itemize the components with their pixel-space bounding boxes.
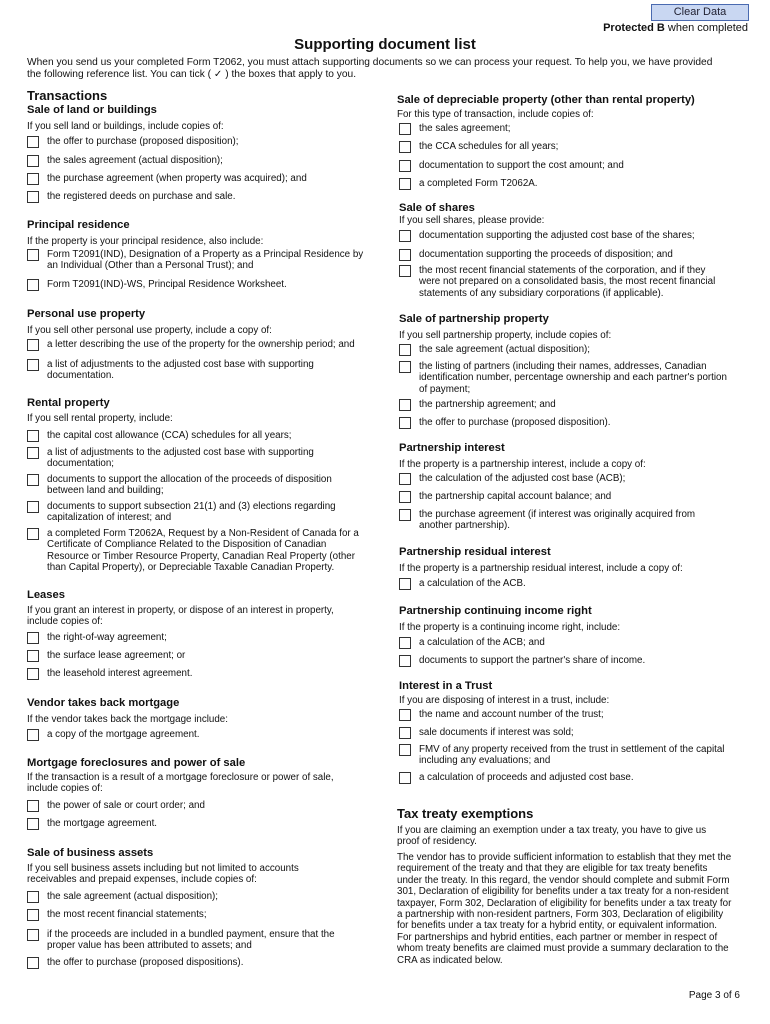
sale-land-heading: Sale of land or buildings [27,104,157,116]
vendor-intro: If the vendor takes back the mortgage include: [27,714,228,725]
transactions-heading: Transactions [27,88,108,103]
item-text: the offer to purchase (proposed disposition); [47,136,239,147]
trust-heading: Interest in a Trust [399,680,493,692]
trust-intro: If you are disposing of interest in a trust, include: [399,695,610,706]
item-text: the registered deeds on purchase and sale. [47,191,236,202]
item-text: the right-of-way agreement; [47,632,167,643]
item-text: the sale agreement (actual disposition); [419,344,590,355]
checkbox[interactable] [27,430,39,442]
checkbox[interactable] [27,528,39,540]
item-text: the surface lease agreement; or [47,650,186,661]
item-text: the offer to purchase (proposed disposition). [419,417,611,428]
checkbox[interactable] [27,339,39,351]
leases-intro: If you grant an interest in property, or dispose of an interest in property, include copies of: [27,605,334,628]
item-text: the offer to purchase (proposed dispositions). [47,957,244,968]
item-text: the sales agreement; [419,123,511,134]
continuing-intro: If the property is a continuing income right, include: [399,622,621,633]
protected-b-label [603,22,748,34]
checkbox[interactable] [27,818,39,830]
checkbox[interactable] [27,447,39,459]
checkbox[interactable] [399,249,411,261]
item-text: the sales agreement (actual disposition); [47,155,223,166]
checkbox[interactable] [27,359,39,371]
checkbox[interactable] [399,473,411,485]
checkbox[interactable] [399,417,411,429]
item-text: the calculation of the adjusted cost base (ACB); [419,473,626,484]
item-text: a letter describing the use of the property for the ownership period; and [47,339,355,350]
partnership-interest-heading: Partnership interest [399,442,505,454]
checkbox[interactable] [27,501,39,513]
item-text: the most recent financial statements; [47,909,207,920]
checkbox[interactable] [27,155,39,167]
item-text: the capital cost allowance (CCA) schedules for all years; [47,430,292,441]
item-text: Form T2091(IND), Designation of a Property as a Principal Residence by an Individual (Other than a Personal Trust); and [47,249,364,272]
checkbox[interactable] [399,230,411,242]
item-text: FMV of any property received from the trust in settlement of the capital including any evaluations; and [419,744,725,767]
checkbox[interactable] [27,891,39,903]
item-text: a copy of the mortgage agreement. [47,729,200,740]
item-text: a completed Form T2062A. [419,178,538,189]
checkbox[interactable] [399,141,411,153]
protected-suffix: when completed [667,22,748,34]
item-text: the name and account number of the trust; [419,709,604,720]
tax-treaty-p2: The vendor has to provide sufficient information to establish that they met the requirement of the treaty and that they are eligible for tax treaty benefits under the treaty. In this regard, the vendor should complete and submit Form 301, Declaration of eligibility for benefits under a tax treaty for a non-resident taxpayer, Form 302, Declaration of eligibility for benefits under a tax treaty for a partnership with non-resident partners, Form 303, Declaration of eligibility for benefits under a tax treaty for a hybrid entity, or equivalent information. For partnerships and hybrid entities, each partner or member in respect of whom treaty benefits are claimed must provide a summary declaration to the CRA as indicated below. [397,852,732,966]
item-text: the most recent financial statements of the corporation, and if they were not prepared on a consolidated basis, the most recent financial statements of any subsidiary corporations (if applicable). [419,265,716,299]
partnership-property-heading: Sale of partnership property [399,313,549,325]
item-text: the power of sale or court order; and [47,800,205,811]
item-text: documentation supporting the proceeds of disposition; and [419,249,673,260]
item-text: a completed Form T2062A, Request by a Non-Resident of Canada for a Certificate of Compliance Related to the Disposition of Canadian Resource or Timber Resource Property, Canadian Real Property (other than Capital Property), or Depreciable Taxable Canadian Property. [47,528,359,574]
tax-treaty-heading: Tax treaty exemptions [397,806,534,821]
rental-heading: Rental property [27,397,110,409]
item-text: documentation to support the cost amount; and [419,160,624,171]
mortgage-intro: If the transaction is a result of a mortgage foreclosure or power of sale, include copies of: [27,772,334,795]
partnership-interest-intro: If the property is a partnership interest, include a copy of: [399,459,646,470]
item-text: a calculation of proceeds and adjusted cost base. [419,772,634,783]
checkbox[interactable] [27,474,39,486]
protected-b: Protected B [603,22,665,34]
checkbox[interactable] [27,249,39,261]
vendor-heading: Vendor takes back mortgage [27,697,180,709]
item-text: a list of adjustments to the adjusted cost base with supporting documentation. [47,359,314,382]
continuing-heading: Partnership continuing income right [399,605,592,617]
checkbox[interactable] [399,727,411,739]
checkbox[interactable] [27,668,39,680]
item-text: a list of adjustments to the adjusted cost base with supporting documentation; [47,447,314,470]
rental-intro: If you sell rental property, include: [27,413,173,424]
item-text: documentation supporting the adjusted cost base of the shares; [419,230,695,241]
checkbox[interactable] [27,650,39,662]
item-text: the leasehold interest agreement. [47,668,193,679]
page-number: Page 3 of 6 [688,990,740,1001]
tax-treaty-p1: If you are claiming an exemption under a tax treaty, you have to give us proof of residency. [397,825,707,848]
item-text: the mortgage agreement. [47,818,158,829]
leases-heading: Leases [27,589,65,601]
checkbox[interactable] [27,909,39,921]
personal-heading: Personal use property [27,308,146,320]
checkbox[interactable] [399,178,411,190]
business-intro: If you sell business assets including but not limited to accounts receivables and prepaid expenses, include copies of: [27,863,299,886]
personal-intro: If you sell other personal use property, include a copy of: [27,325,272,336]
principal-intro: If the property is your principal residence, also include: [27,236,264,247]
checkbox[interactable] [399,772,411,784]
checkbox[interactable] [27,729,39,741]
item-text: the purchase agreement (when property was acquired); and [47,173,307,184]
shares-heading: Sale of shares [399,202,475,214]
checkbox[interactable] [27,800,39,812]
checkbox[interactable] [27,957,39,969]
checkbox[interactable] [399,265,411,277]
checkbox[interactable] [27,632,39,644]
item-text: Form T2091(IND)-WS, Principal Residence Worksheet. [47,279,287,290]
checkbox[interactable] [399,491,411,503]
item-text: documents to support the allocation of the proceeds of disposition between land and building; [47,474,332,497]
sale-land-intro: If you sell land or buildings, include copies of: [27,121,224,132]
item-text: the partnership agreement; and [419,399,556,410]
checkbox[interactable] [399,344,411,356]
item-text: a calculation of the ACB. [419,578,526,589]
clear-data-button[interactable]: Clear Data [651,4,749,21]
checkbox[interactable] [399,361,411,373]
checkbox[interactable] [399,123,411,135]
item-text: the CCA schedules for all years; [419,141,559,152]
page-title: Supporting document list [294,36,476,53]
checkbox[interactable] [399,399,411,411]
checkbox[interactable] [399,744,411,756]
item-text: the sale agreement (actual disposition); [47,891,218,902]
checkbox[interactable] [27,279,39,291]
item-text: the purchase agreement (if interest was originally acquired from another partnership). [419,509,696,532]
shares-intro: If you sell shares, please provide: [399,215,545,226]
item-text: a calculation of the ACB; and [419,637,545,648]
checkbox[interactable] [399,637,411,649]
mortgage-heading: Mortgage foreclosures and power of sale [27,757,246,769]
checkbox[interactable] [399,509,411,521]
checkbox[interactable] [399,709,411,721]
intro-text: When you send us your completed Form T2062, you must attach supporting documents so we can process your request. To help you, we have provided the following reference list. You can tick ( ✓ ) the boxes that apply to you. [27,57,713,80]
depreciable-intro: For this type of transaction, include copies of: [397,109,594,120]
item-text: sale documents if interest was sold; [419,727,574,738]
partnership-property-intro: If you sell partnership property, include copies of: [399,330,612,341]
checkbox[interactable] [399,578,411,590]
principal-heading: Principal residence [27,219,130,231]
checkbox[interactable] [27,191,39,203]
item-text: the listing of partners (including their names, addresses, Canadian identification number, percentage ownership and each partner's portion of payment; [419,361,727,395]
item-text: the partnership capital account balance; and [419,491,612,502]
checkbox[interactable] [27,136,39,148]
item-text: documents to support subsection 21(1) and (3) elections regarding capitalization of interest; and [47,501,336,524]
checkbox[interactable] [399,160,411,172]
checkbox[interactable] [27,173,39,185]
residual-heading: Partnership residual interest [399,546,551,558]
item-text: documents to support the partner's share of income. [419,655,646,666]
checkbox[interactable] [27,929,39,941]
business-heading: Sale of business assets [27,847,154,859]
item-text: if the proceeds are included in a bundled payment, ensure that the proper value has been attributed to assets; and [47,929,335,952]
depreciable-heading: Sale of depreciable property (other than rental property) [397,94,695,106]
checkbox[interactable] [399,655,411,667]
residual-intro: If the property is a partnership residual interest, include a copy of: [399,563,683,574]
